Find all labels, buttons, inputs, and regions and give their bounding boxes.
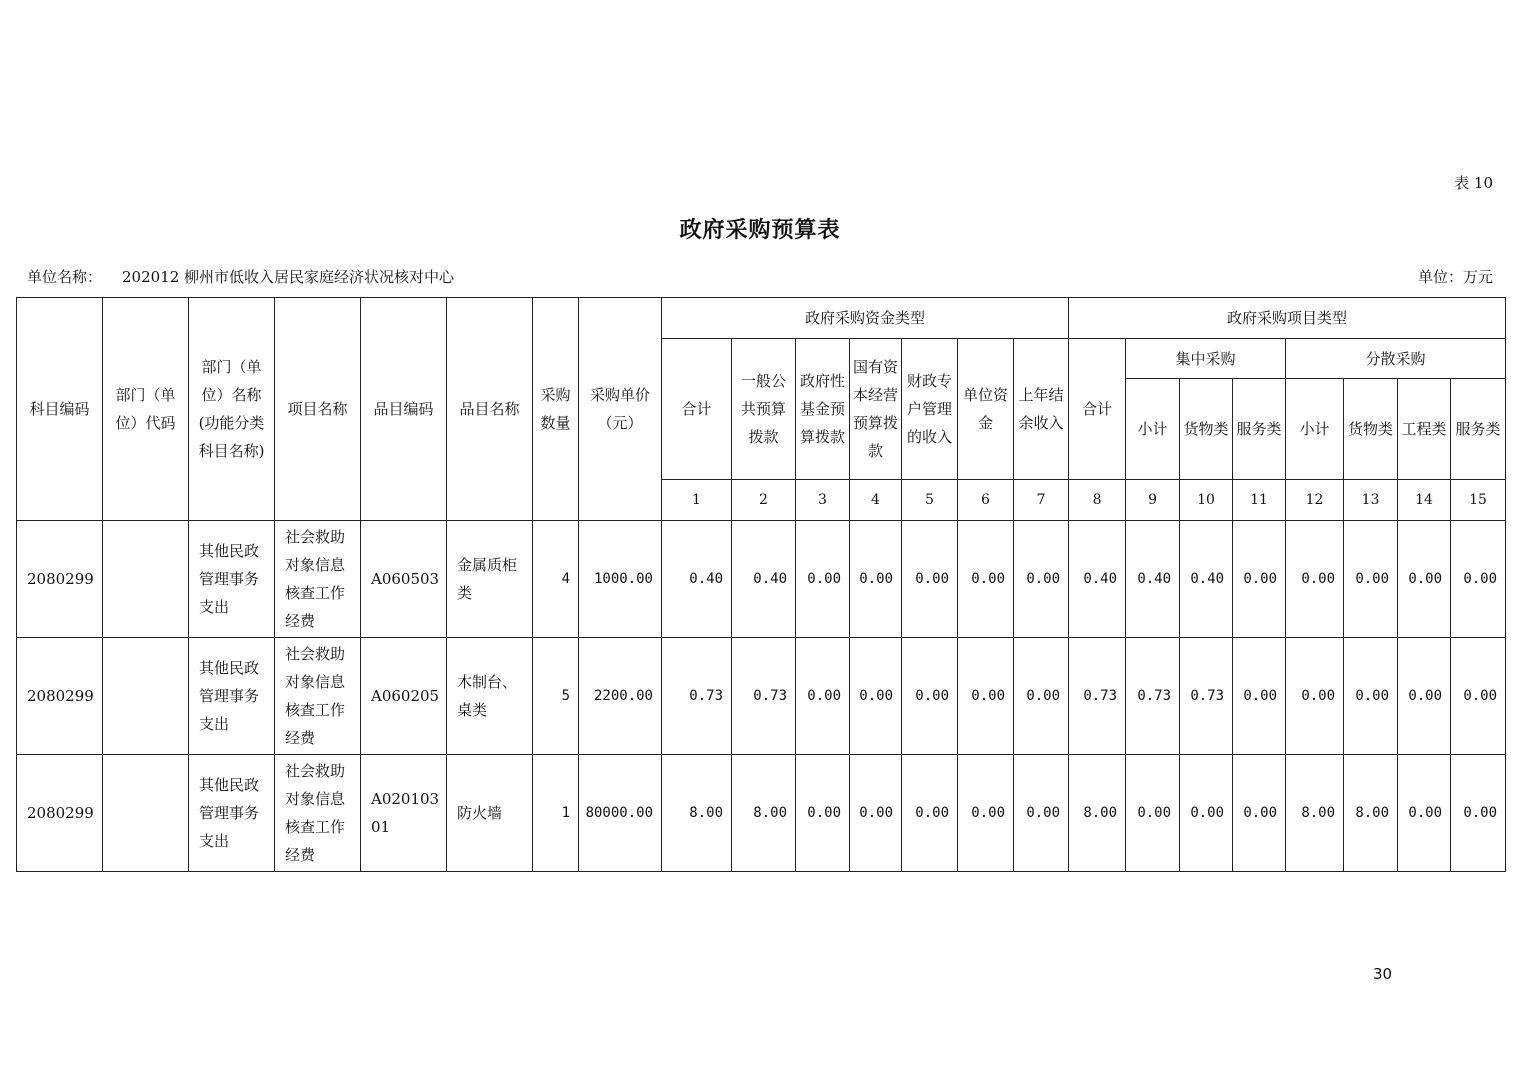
cell-value: 0.40 — [1126, 521, 1180, 638]
cell-value: 0.73 — [1069, 638, 1126, 755]
cell-value: 0.00 — [902, 521, 958, 638]
table-row — [17, 521, 1506, 638]
col-index: 10 — [1180, 480, 1233, 521]
col-index: 9 — [1126, 480, 1180, 521]
cell-value: 8.00 — [1286, 755, 1344, 872]
cell-subject-code: 2080299 — [17, 755, 103, 872]
cell-value: 0.40 — [732, 521, 796, 638]
header-fund-general: 一般公共预算拨款 — [732, 339, 796, 480]
cell-project-name: 社会救助对象信息核查工作经费 — [275, 638, 361, 755]
cell-value: 0.00 — [1014, 638, 1069, 755]
col-index: 13 — [1344, 480, 1398, 521]
header-item-code: 品目编码 — [361, 298, 447, 521]
col-index: 4 — [850, 480, 902, 521]
col-index: 14 — [1398, 480, 1451, 521]
header-proj-total: 合计 — [1069, 339, 1126, 480]
cell-value: 0.00 — [1398, 638, 1451, 755]
page-title: 政府采购预算表 — [679, 217, 841, 243]
cell-quantity: 4 — [533, 521, 579, 638]
header-disp-services: 服务类 — [1451, 379, 1506, 480]
unit-name — [27, 266, 454, 287]
col-index: 7 — [1014, 480, 1069, 521]
currency-unit: 单位：万元 — [1417, 268, 1493, 286]
cell-value: 0.00 — [1398, 755, 1451, 872]
cell-value: 0.00 — [1286, 638, 1344, 755]
cell-unit-price: 2200.00 — [579, 638, 662, 755]
cell-value: 8.00 — [1069, 755, 1126, 872]
cell-item-code: A02010301 — [361, 755, 447, 872]
header-fund-total: 合计 — [662, 339, 732, 480]
cell-value: 0.73 — [732, 638, 796, 755]
cell-value: 0.73 — [662, 638, 732, 755]
cell-value: 0.40 — [1180, 521, 1233, 638]
cell-dept-name: 其他民政管理事务支出 — [189, 521, 275, 638]
cell-project-name: 社会救助对象信息核查工作经费 — [275, 521, 361, 638]
cell-value: 0.00 — [1014, 521, 1069, 638]
cell-value: 0.00 — [902, 638, 958, 755]
procurement-budget-table — [16, 297, 1506, 872]
cell-subject-code: 2080299 — [17, 521, 103, 638]
header-disp-works: 工程类 — [1398, 379, 1451, 480]
cell-item-code: A060503 — [361, 521, 447, 638]
cell-dept-code — [103, 521, 189, 638]
col-index: 6 — [958, 480, 1014, 521]
cell-value: 0.00 — [850, 638, 902, 755]
cell-item-name: 木制台、桌类 — [447, 638, 533, 755]
header-fund-type-group: 政府采购资金类型 — [662, 298, 1069, 339]
col-index: 1 — [662, 480, 732, 521]
cell-value: 0.00 — [1126, 755, 1180, 872]
col-index: 8 — [1069, 480, 1126, 521]
cell-item-name: 防火墙 — [447, 755, 533, 872]
header-central-services: 服务类 — [1233, 379, 1286, 480]
page-number: 30 — [1373, 965, 1393, 983]
col-index: 5 — [902, 480, 958, 521]
col-index: 11 — [1233, 480, 1286, 521]
cell-value: 0.40 — [1069, 521, 1126, 638]
cell-value: 0.00 — [1344, 521, 1398, 638]
cell-value: 0.00 — [1451, 755, 1506, 872]
header-unit-price: 采购单价（元） — [579, 298, 662, 521]
col-index: 15 — [1451, 480, 1506, 521]
cell-value: 0.00 — [958, 755, 1014, 872]
header-dept-code: 部门（单位）代码 — [103, 298, 189, 521]
cell-value: 0.73 — [1180, 638, 1233, 755]
cell-value: 0.00 — [1180, 755, 1233, 872]
col-index: 2 — [732, 480, 796, 521]
cell-project-name: 社会救助对象信息核查工作经费 — [275, 755, 361, 872]
cell-value: 0.00 — [1398, 521, 1451, 638]
cell-item-code: A060205 — [361, 638, 447, 755]
table-number: 表 10 — [1454, 174, 1493, 192]
cell-value: 0.00 — [1451, 521, 1506, 638]
header-project-type-group: 政府采购项目类型 — [1069, 298, 1506, 339]
cell-dept-name: 其他民政管理事务支出 — [189, 755, 275, 872]
header-dispersed: 分散采购 — [1286, 339, 1506, 379]
cell-value: 0.00 — [1451, 638, 1506, 755]
table-row — [17, 638, 1506, 755]
cell-subject-code: 2080299 — [17, 638, 103, 755]
cell-unit-price: 1000.00 — [579, 521, 662, 638]
header-central-goods: 货物类 — [1180, 379, 1233, 480]
cell-value: 8.00 — [1344, 755, 1398, 872]
cell-value: 0.00 — [958, 638, 1014, 755]
header-central-subtotal: 小计 — [1126, 379, 1180, 480]
unit-name-label: 单位名称： — [27, 268, 103, 286]
cell-dept-code — [103, 755, 189, 872]
cell-quantity: 5 — [533, 638, 579, 755]
cell-value: 0.00 — [796, 755, 850, 872]
cell-value: 0.00 — [1233, 638, 1286, 755]
cell-value: 0.00 — [1286, 521, 1344, 638]
unit-name-value: 202012 柳州市低收入居民家庭经济状况核对中心 — [122, 268, 455, 286]
cell-unit-price: 80000.00 — [579, 755, 662, 872]
header-fund-carryover: 上年结余收入 — [1014, 339, 1069, 480]
cell-dept-name: 其他民政管理事务支出 — [189, 638, 275, 755]
cell-value: 0.00 — [902, 755, 958, 872]
header-subject-code: 科目编码 — [17, 298, 103, 521]
header-item-name: 品目名称 — [447, 298, 533, 521]
header-dept-name: 部门（单位）名称(功能分类科目名称) — [189, 298, 275, 521]
cell-value: 0.00 — [1344, 638, 1398, 755]
cell-value: 0.73 — [1126, 638, 1180, 755]
cell-value: 0.00 — [1233, 755, 1286, 872]
cell-value: 0.40 — [662, 521, 732, 638]
cell-value: 0.00 — [850, 521, 902, 638]
cell-dept-code — [103, 638, 189, 755]
header-disp-goods: 货物类 — [1344, 379, 1398, 480]
table-row — [17, 755, 1506, 872]
header-quantity: 采购数量 — [533, 298, 579, 521]
header-fund-special-account: 财政专户管理的收入 — [902, 339, 958, 480]
header-centralized: 集中采购 — [1126, 339, 1286, 379]
header-fund-unit: 单位资金 — [958, 339, 1014, 480]
header-fund-state-capital: 国有资本经营预算拨款 — [850, 339, 902, 480]
cell-value: 0.00 — [796, 521, 850, 638]
cell-item-name: 金属质柜类 — [447, 521, 533, 638]
cell-quantity: 1 — [533, 755, 579, 872]
col-index: 3 — [796, 480, 850, 521]
cell-value: 8.00 — [662, 755, 732, 872]
header-fund-gov-fund: 政府性基金预算拨款 — [796, 339, 850, 480]
col-index: 12 — [1286, 480, 1344, 521]
header-project-name: 项目名称 — [275, 298, 361, 521]
cell-value: 0.00 — [1233, 521, 1286, 638]
header-disp-subtotal: 小计 — [1286, 379, 1344, 480]
cell-value: 0.00 — [796, 638, 850, 755]
cell-value: 0.00 — [850, 755, 902, 872]
cell-value: 0.00 — [1014, 755, 1069, 872]
cell-value: 8.00 — [732, 755, 796, 872]
cell-value: 0.00 — [958, 521, 1014, 638]
